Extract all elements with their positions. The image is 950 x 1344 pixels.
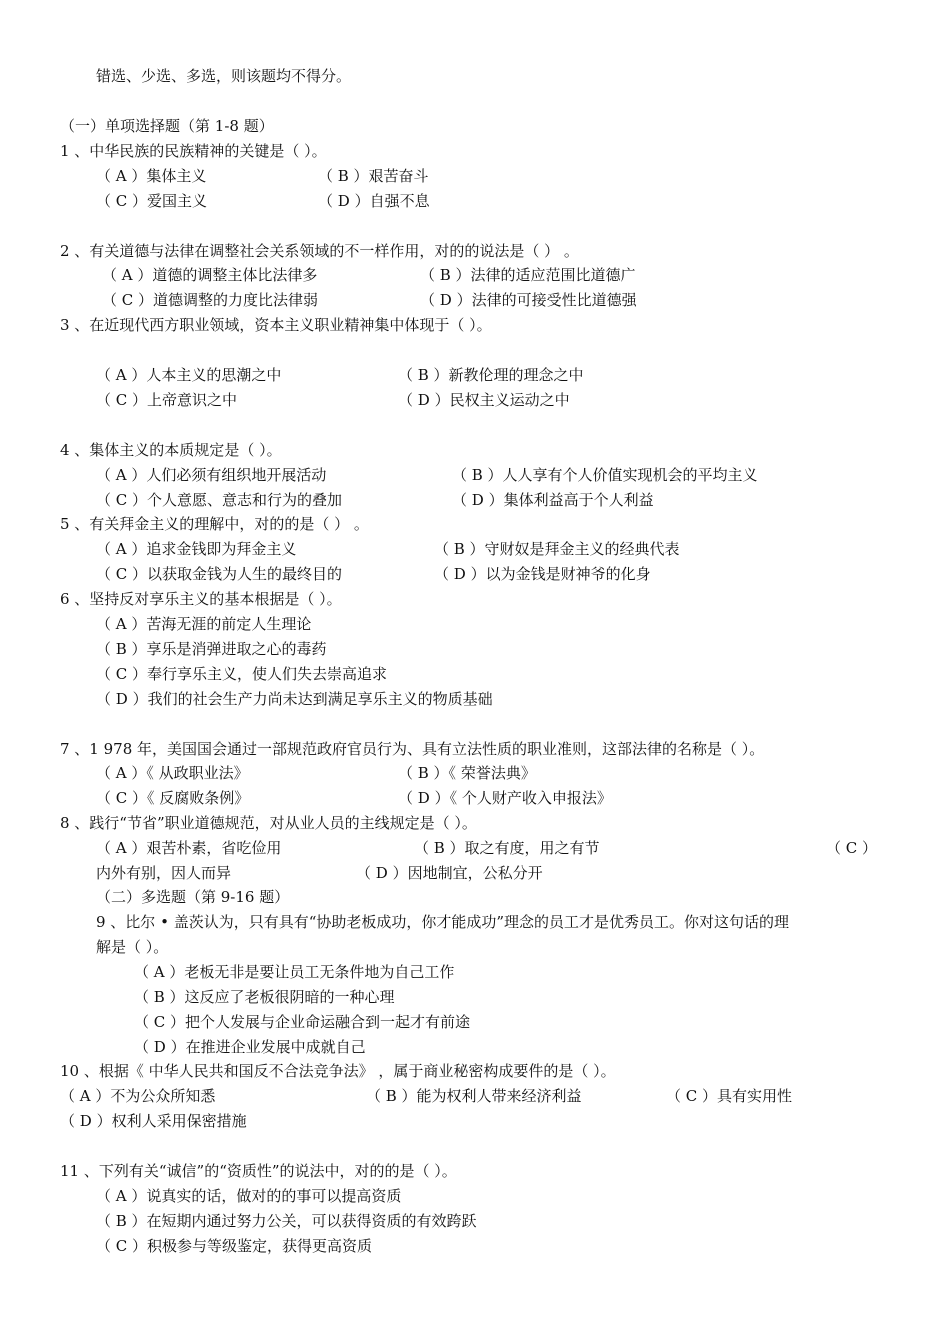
q1-option-d: （ D ）自强不息 xyxy=(318,192,430,210)
question-11-stem: 11 、下列有关“诚信”的“资质性”的说法中，对的的是（ ）。 xyxy=(60,1162,457,1180)
intro-text: 错选、少选、多选，则该题均不得分。 xyxy=(96,67,352,85)
question-7-stem: 7 、1 978 年，美国国会通过一部规范政府官员行为、具有立法性质的职业准则，这部法律的名称是（ ）。 xyxy=(60,740,765,758)
q10-option-a: （ A ）不为公众所知悉 xyxy=(60,1087,216,1105)
q7-option-a: （ A ）《 从政职业法》 xyxy=(96,764,249,782)
q5-option-c: （ C ）以获取金钱为人生的最终目的 xyxy=(96,565,343,583)
q5-option-a: （ A ）追求金钱即为拜金主义 xyxy=(96,540,297,558)
q3-option-b: （ B ）新教伦理的理念之中 xyxy=(398,366,584,384)
q7-option-b: （ B ）《 荣誉法典》 xyxy=(398,764,536,782)
q9-option-c: （ C ）把个人发展与企业命运融合到一起才有前途 xyxy=(134,1013,471,1031)
q8-option-b: （ B ）取之有度，用之有节 xyxy=(414,839,600,857)
q4-option-c: （ C ）个人意愿、意志和行为的叠加 xyxy=(96,491,343,509)
q4-option-b: （ B ）人人享有个人价值实现机会的平均主义 xyxy=(452,466,758,484)
q10-option-d: （ D ）权利人采用保密措施 xyxy=(60,1112,247,1130)
q6-option-c: （ C ）奉行享乐主义，使人们失去崇高追求 xyxy=(96,665,388,683)
q2-option-b: （ B ）法律的适应范围比道德广 xyxy=(420,266,636,284)
q9-option-b: （ B ）这反应了老板很阴暗的一种心理 xyxy=(134,988,395,1006)
q6-option-b: （ B ）享乐是消弹进取之心的毒药 xyxy=(96,640,327,658)
question-10-stem: 10 、根据《 中华人民共和国反不合法竞争法》 ，属于商业秘密构成要件的是（ ）。 xyxy=(60,1062,616,1080)
question-3-stem: 3 、在近现代西方职业领域，资本主义职业精神集中体现于（ ）。 xyxy=(60,316,492,334)
q11-option-b: （ B ）在短期内通过努力公关，可以获得资质的有效跨跃 xyxy=(96,1212,477,1230)
question-9-stem-line1: 9 、比尔 • 盖茨认为，只有具有“协助老板成功，你才能成功”理念的员工才是优秀员工。你对这句话的理 xyxy=(96,913,790,931)
q1-option-a: （ A ）集体主义 xyxy=(96,167,207,185)
q2-option-a: （ A ）道德的调整主体比法律多 xyxy=(102,266,318,284)
q1-option-b: （ B ）艰苦奋斗 xyxy=(318,167,429,185)
q3-option-c: （ C ）上帝意识之中 xyxy=(96,391,238,409)
q5-option-d: （ D ）以为金钱是财神爷的化身 xyxy=(434,565,651,583)
q7-option-c: （ C ）《 反腐败条例》 xyxy=(96,789,250,807)
q10-option-c: （ C ）具有实用性 xyxy=(666,1087,793,1105)
q9-option-d: （ D ）在推进企业发展中成就自己 xyxy=(134,1038,366,1056)
q4-option-a: （ A ）人们必须有组织地开展活动 xyxy=(96,466,327,484)
section-heading-multi: （二）多选题（第 9-16 题） xyxy=(96,888,290,906)
question-1-stem: 1 、中华民族的民族精神的关键是（ ）。 xyxy=(60,142,327,160)
q6-option-d: （ D ）我们的社会生产力尚未达到满足享乐主义的物质基础 xyxy=(96,690,493,708)
question-6-stem: 6 、坚持反对享乐主义的基本根据是（ ）。 xyxy=(60,590,342,608)
q3-option-a: （ A ）人本主义的思潮之中 xyxy=(96,366,282,384)
question-9-stem-line2: 解是（ ）。 xyxy=(96,938,169,956)
q8-option-a: （ A ）艰苦朴素，省吃俭用 xyxy=(96,839,282,857)
question-5-stem: 5 、有关拜金主义的理解中，对的的是（ ） 。 xyxy=(60,515,369,533)
q3-option-d: （ D ）民权主义运动之中 xyxy=(398,391,570,409)
q2-option-d: （ D ）法律的可接受性比道德强 xyxy=(420,291,637,309)
question-4-stem: 4 、集体主义的本质规定是（ ）。 xyxy=(60,441,282,459)
question-8-stem: 8 、践行“节省”职业道德规范，对从业人员的主线规定是（ ）。 xyxy=(60,814,477,832)
q1-option-c: （ C ）爱国主义 xyxy=(96,192,208,210)
q11-option-a: （ A ）说真实的话，做对的的事可以提高资质 xyxy=(96,1187,402,1205)
q6-option-a: （ A ）苦海无涯的前定人生理论 xyxy=(96,615,312,633)
q4-option-d: （ D ）集体利益高于个人利益 xyxy=(452,491,654,509)
q5-option-b: （ B ）守财奴是拜金主义的经典代表 xyxy=(434,540,680,558)
q8-option-c-text: 内外有别，因人而异 xyxy=(96,864,232,882)
question-2-stem: 2 、有关道德与法律在调整社会关系领域的不一样作用，对的的说法是（ ） 。 xyxy=(60,242,579,260)
q9-option-a: （ A ）老板无非是要让员工无条件地为自己工作 xyxy=(134,963,455,981)
q10-option-b: （ B ）能为权利人带来经济利益 xyxy=(366,1087,582,1105)
section-heading-single: （一）单项选择题（第 1-8 题） xyxy=(60,117,274,135)
q8-option-d: （ D ）因地制宜，公私分开 xyxy=(356,864,543,882)
q8-option-c-label: （ C ） xyxy=(826,839,878,857)
q2-option-c: （ C ）道德调整的力度比法律弱 xyxy=(102,291,319,309)
q7-option-d: （ D ）《 个人财产收入申报法》 xyxy=(398,789,612,807)
q11-option-c: （ C ）积极参与等级鉴定，获得更高资质 xyxy=(96,1237,373,1255)
